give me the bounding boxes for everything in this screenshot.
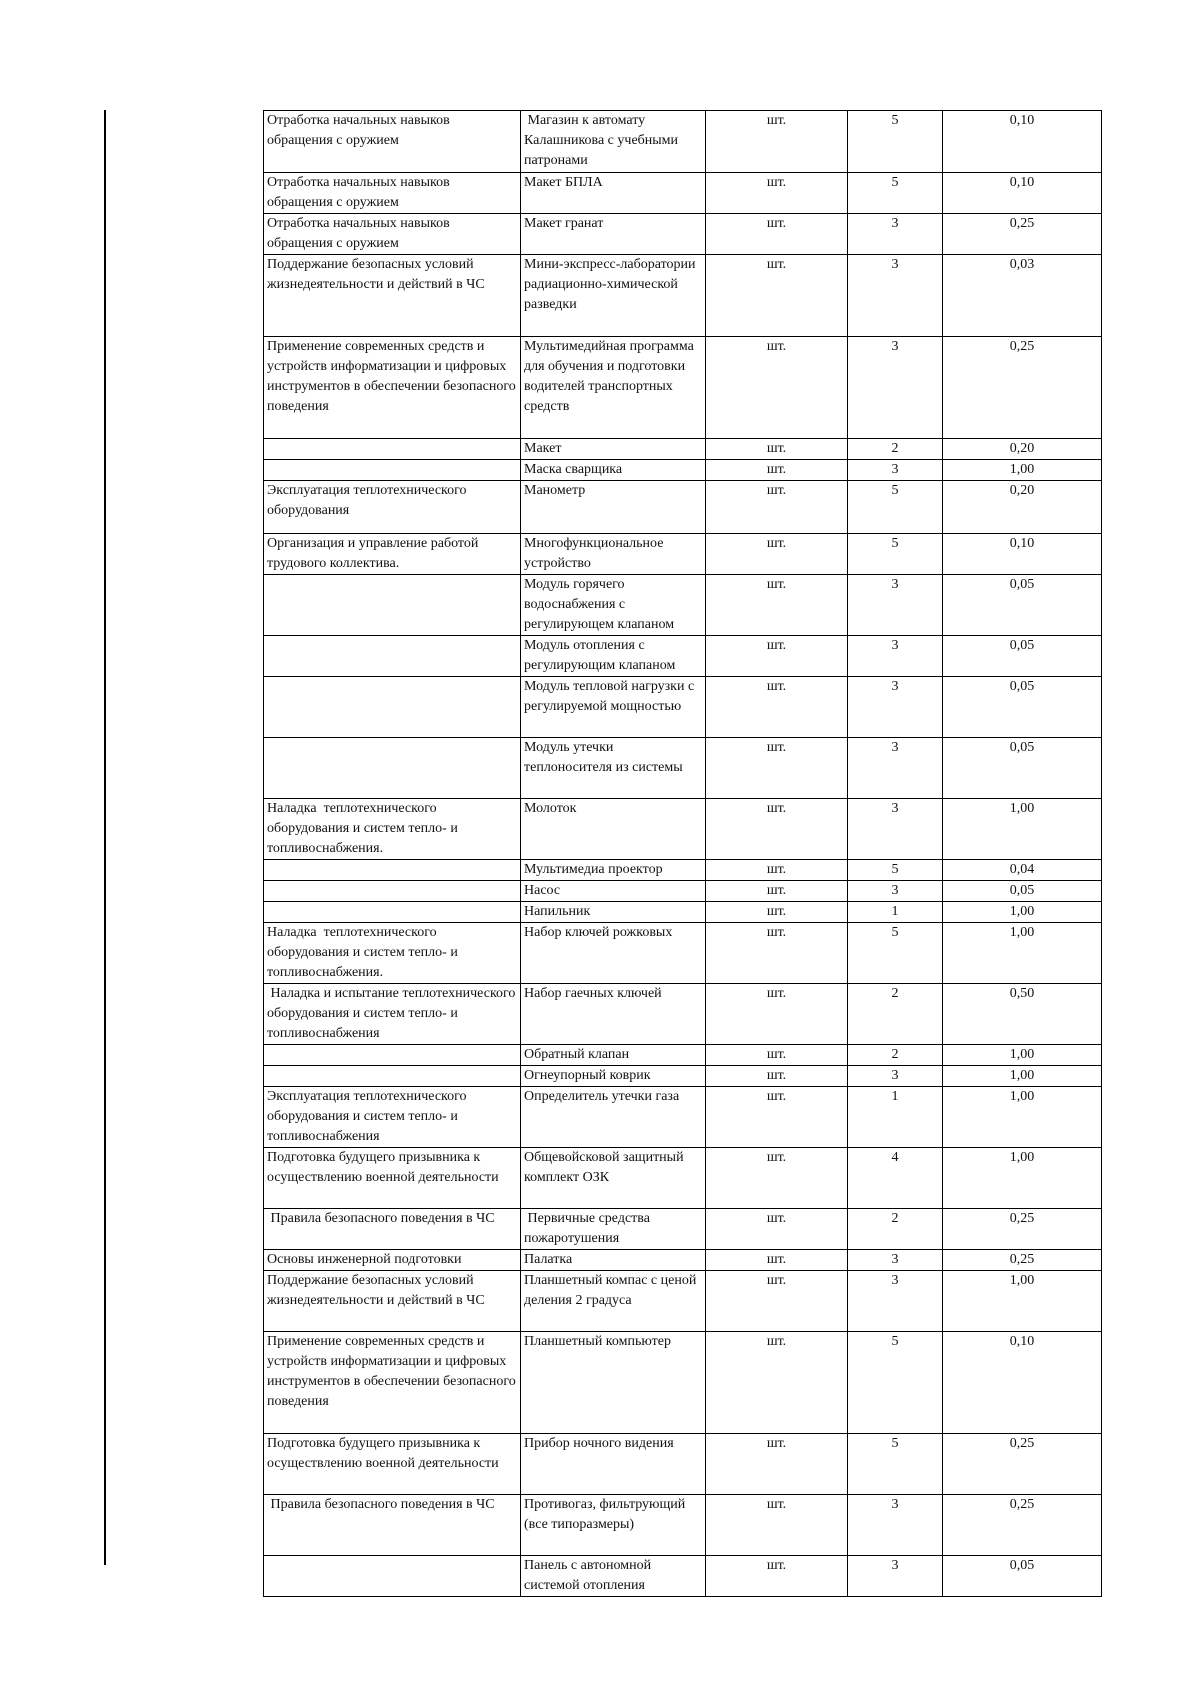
discipline-cell: Применение современных средств и устройств информатизации и цифровых инструментов в обеспечении безопасного поведения — [264, 337, 521, 439]
discipline-cell — [264, 860, 521, 881]
discipline-cell — [264, 575, 521, 636]
qty-cell: 3 — [848, 575, 943, 636]
unit-cell: шт. — [706, 575, 848, 636]
unit-cell: шт. — [706, 1434, 848, 1495]
qty-cell: 3 — [848, 1271, 943, 1332]
unit-cell: шт. — [706, 1495, 848, 1556]
item-cell: Модуль отопления с регулирующим клапаном — [521, 636, 706, 677]
coef-cell: 1,00 — [943, 1087, 1102, 1148]
coef-cell: 0,05 — [943, 575, 1102, 636]
unit-cell: шт. — [706, 1148, 848, 1209]
unit-cell: шт. — [706, 337, 848, 439]
coef-cell: 0,05 — [943, 1556, 1102, 1597]
coef-cell: 1,00 — [943, 1271, 1102, 1332]
unit-cell: шт. — [706, 255, 848, 337]
unit-cell: шт. — [706, 923, 848, 984]
table-row — [264, 1434, 1102, 1495]
qty-cell: 1 — [848, 1087, 943, 1148]
discipline-cell: Отработка начальных навыков обращения с оружием — [264, 111, 521, 173]
item-cell: Напильник — [521, 902, 706, 923]
item-cell: Первичные средства пожаротушения — [521, 1209, 706, 1250]
qty-cell: 3 — [848, 738, 943, 799]
coef-cell: 1,00 — [943, 902, 1102, 923]
qty-cell: 4 — [848, 1148, 943, 1209]
discipline-cell — [264, 677, 521, 738]
item-cell: Противогаз, фильтрующий (все типоразмеры) — [521, 1495, 706, 1556]
unit-cell: шт. — [706, 860, 848, 881]
unit-cell: шт. — [706, 1556, 848, 1597]
discipline-cell — [264, 738, 521, 799]
coef-cell: 1,00 — [943, 460, 1102, 481]
discipline-cell: Наладка теплотехнического оборудования и систем тепло- и топливоснабжения. — [264, 799, 521, 860]
discipline-cell — [264, 902, 521, 923]
discipline-cell — [264, 1066, 521, 1087]
table-row — [264, 439, 1102, 460]
discipline-cell: Наладка и испытание теплотехнического оборудования и систем тепло- и топливоснабжения — [264, 984, 521, 1045]
unit-cell: шт. — [706, 214, 848, 255]
coef-cell: 1,00 — [943, 1066, 1102, 1087]
table-row — [264, 173, 1102, 214]
coef-cell: 0,50 — [943, 984, 1102, 1045]
qty-cell: 5 — [848, 534, 943, 575]
table-row — [264, 255, 1102, 337]
discipline-cell: Правила безопасного поведения в ЧС — [264, 1209, 521, 1250]
coef-cell: 0,05 — [943, 738, 1102, 799]
unit-cell: шт. — [706, 439, 848, 460]
qty-cell: 5 — [848, 173, 943, 214]
coef-cell: 0,25 — [943, 1495, 1102, 1556]
table-row — [264, 575, 1102, 636]
item-cell: Макет гранат — [521, 214, 706, 255]
unit-cell: шт. — [706, 1271, 848, 1332]
coef-cell: 0,25 — [943, 1434, 1102, 1495]
item-cell: Многофункциональное устройство — [521, 534, 706, 575]
item-cell: Палатка — [521, 1250, 706, 1271]
coef-cell: 1,00 — [943, 1148, 1102, 1209]
item-cell: Маска сварщика — [521, 460, 706, 481]
unit-cell: шт. — [706, 1332, 848, 1434]
item-cell: Планшетный компьютер — [521, 1332, 706, 1434]
discipline-cell: Поддержание безопасных условий жизнедеятельности и действий в ЧС — [264, 255, 521, 337]
unit-cell: шт. — [706, 902, 848, 923]
discipline-cell: Применение современных средств и устройств информатизации и цифровых инструментов в обеспечении безопасного поведения — [264, 1332, 521, 1434]
discipline-cell — [264, 881, 521, 902]
item-cell: Обратный клапан — [521, 1045, 706, 1066]
qty-cell: 3 — [848, 460, 943, 481]
discipline-cell: Эксплуатация теплотехнического оборудования и систем тепло- и топливоснабжения — [264, 1087, 521, 1148]
qty-cell: 2 — [848, 1209, 943, 1250]
table-row — [264, 460, 1102, 481]
item-cell: Планшетный компас с ценой деления 2 градуса — [521, 1271, 706, 1332]
item-cell: Мультимедийная программа для обучения и подготовки водителей транспортных средств — [521, 337, 706, 439]
qty-cell: 2 — [848, 984, 943, 1045]
qty-cell: 3 — [848, 255, 943, 337]
qty-cell: 1 — [848, 902, 943, 923]
discipline-cell — [264, 1556, 521, 1597]
table-row — [264, 1066, 1102, 1087]
unit-cell: шт. — [706, 738, 848, 799]
discipline-cell — [264, 460, 521, 481]
table-row — [264, 1045, 1102, 1066]
discipline-cell: Поддержание безопасных условий жизнедеятельности и действий в ЧС — [264, 1271, 521, 1332]
discipline-cell: Эксплуатация теплотехнического оборудования — [264, 481, 521, 534]
unit-cell: шт. — [706, 1045, 848, 1066]
discipline-cell: Правила безопасного поведения в ЧС — [264, 1495, 521, 1556]
item-cell: Макет — [521, 439, 706, 460]
discipline-cell: Отработка начальных навыков обращения с оружием — [264, 173, 521, 214]
qty-cell: 3 — [848, 1250, 943, 1271]
item-cell: Панель с автономной системой отопления — [521, 1556, 706, 1597]
item-cell: Прибор ночного видения — [521, 1434, 706, 1495]
table-row — [264, 1148, 1102, 1209]
unit-cell: шт. — [706, 1209, 848, 1250]
coef-cell: 0,10 — [943, 173, 1102, 214]
qty-cell: 3 — [848, 214, 943, 255]
coef-cell: 0,05 — [943, 881, 1102, 902]
coef-cell: 0,25 — [943, 1209, 1102, 1250]
qty-cell: 5 — [848, 860, 943, 881]
item-cell: Мультимедиа проектор — [521, 860, 706, 881]
qty-cell: 3 — [848, 677, 943, 738]
qty-cell: 3 — [848, 1066, 943, 1087]
qty-cell: 5 — [848, 111, 943, 173]
discipline-cell — [264, 1045, 521, 1066]
qty-cell: 5 — [848, 1332, 943, 1434]
qty-cell: 3 — [848, 636, 943, 677]
unit-cell: шт. — [706, 984, 848, 1045]
discipline-cell: Подготовка будущего призывника к осуществлению военной деятельности — [264, 1148, 521, 1209]
coef-cell: 0,05 — [943, 677, 1102, 738]
discipline-cell: Наладка теплотехнического оборудования и систем тепло- и топливоснабжения. — [264, 923, 521, 984]
item-cell: Манометр — [521, 481, 706, 534]
item-cell: Молоток — [521, 799, 706, 860]
coef-cell: 0,10 — [943, 1332, 1102, 1434]
item-cell: Набор гаечных ключей — [521, 984, 706, 1045]
coef-cell: 0,20 — [943, 439, 1102, 460]
unit-cell: шт. — [706, 173, 848, 214]
discipline-cell: Отработка начальных навыков обращения с оружием — [264, 214, 521, 255]
item-cell: Модуль тепловой нагрузки с регулируемой мощностью — [521, 677, 706, 738]
coef-cell: 0,25 — [943, 337, 1102, 439]
item-cell: Модуль горячего водоснабжения с регулирующем клапаном — [521, 575, 706, 636]
table-row — [264, 636, 1102, 677]
discipline-cell: Основы инженерной подготовки — [264, 1250, 521, 1271]
table-row — [264, 902, 1102, 923]
item-cell: Огнеупорный коврик — [521, 1066, 706, 1087]
qty-cell: 5 — [848, 1434, 943, 1495]
qty-cell: 5 — [848, 923, 943, 984]
unit-cell: шт. — [706, 111, 848, 173]
table-row — [264, 799, 1102, 860]
table-row — [264, 1271, 1102, 1332]
qty-cell: 3 — [848, 881, 943, 902]
qty-cell: 3 — [848, 799, 943, 860]
discipline-cell — [264, 636, 521, 677]
qty-cell: 3 — [848, 337, 943, 439]
coef-cell: 0,04 — [943, 860, 1102, 881]
item-cell: Общевойсковой защитный комплект ОЗК — [521, 1148, 706, 1209]
unit-cell: шт. — [706, 1066, 848, 1087]
coef-cell: 0,05 — [943, 636, 1102, 677]
unit-cell: шт. — [706, 534, 848, 575]
coef-cell: 0,25 — [943, 1250, 1102, 1271]
table-row — [264, 1556, 1102, 1597]
qty-cell: 3 — [848, 1556, 943, 1597]
item-cell: Модуль утечки теплоносителя из системы — [521, 738, 706, 799]
unit-cell: шт. — [706, 677, 848, 738]
equipment-table-body — [264, 111, 1102, 1597]
unit-cell: шт. — [706, 481, 848, 534]
coef-cell: 1,00 — [943, 799, 1102, 860]
unit-cell: шт. — [706, 881, 848, 902]
qty-cell: 2 — [848, 1045, 943, 1066]
equipment-table — [263, 110, 1102, 1597]
table-row — [264, 1495, 1102, 1556]
table-row — [264, 481, 1102, 534]
item-cell: Набор ключей рожковых — [521, 923, 706, 984]
unit-cell: шт. — [706, 636, 848, 677]
qty-cell: 3 — [848, 1495, 943, 1556]
table-row — [264, 1209, 1102, 1250]
item-cell: Мини-экспресс-лаборатории радиационно-химической разведки — [521, 255, 706, 337]
table-row — [264, 337, 1102, 439]
unit-cell: шт. — [706, 460, 848, 481]
table-row — [264, 738, 1102, 799]
table-row — [264, 1250, 1102, 1271]
unit-cell: шт. — [706, 799, 848, 860]
item-cell: Макет БПЛА — [521, 173, 706, 214]
table-row — [264, 984, 1102, 1045]
discipline-cell — [264, 439, 521, 460]
qty-cell: 2 — [848, 439, 943, 460]
qty-cell: 5 — [848, 481, 943, 534]
discipline-cell: Организация и управление работой трудового коллектива. — [264, 534, 521, 575]
table-row — [264, 677, 1102, 738]
unit-cell: шт. — [706, 1250, 848, 1271]
coef-cell: 1,00 — [943, 923, 1102, 984]
item-cell: Насос — [521, 881, 706, 902]
table-row — [264, 1332, 1102, 1434]
coef-cell: 0,25 — [943, 214, 1102, 255]
item-cell: Магазин к автомату Калашникова с учебными патронами — [521, 111, 706, 173]
table-row — [264, 923, 1102, 984]
coef-cell: 0,03 — [943, 255, 1102, 337]
table-row — [264, 1087, 1102, 1148]
left-margin-line — [104, 110, 106, 1565]
table-row — [264, 534, 1102, 575]
coef-cell: 0,10 — [943, 111, 1102, 173]
coef-cell: 0,20 — [943, 481, 1102, 534]
coef-cell: 0,10 — [943, 534, 1102, 575]
table-row — [264, 860, 1102, 881]
coef-cell: 1,00 — [943, 1045, 1102, 1066]
table-row — [264, 111, 1102, 173]
unit-cell: шт. — [706, 1087, 848, 1148]
table-row — [264, 214, 1102, 255]
item-cell: Определитель утечки газа — [521, 1087, 706, 1148]
discipline-cell: Подготовка будущего призывника к осуществлению военной деятельности — [264, 1434, 521, 1495]
table-row — [264, 881, 1102, 902]
